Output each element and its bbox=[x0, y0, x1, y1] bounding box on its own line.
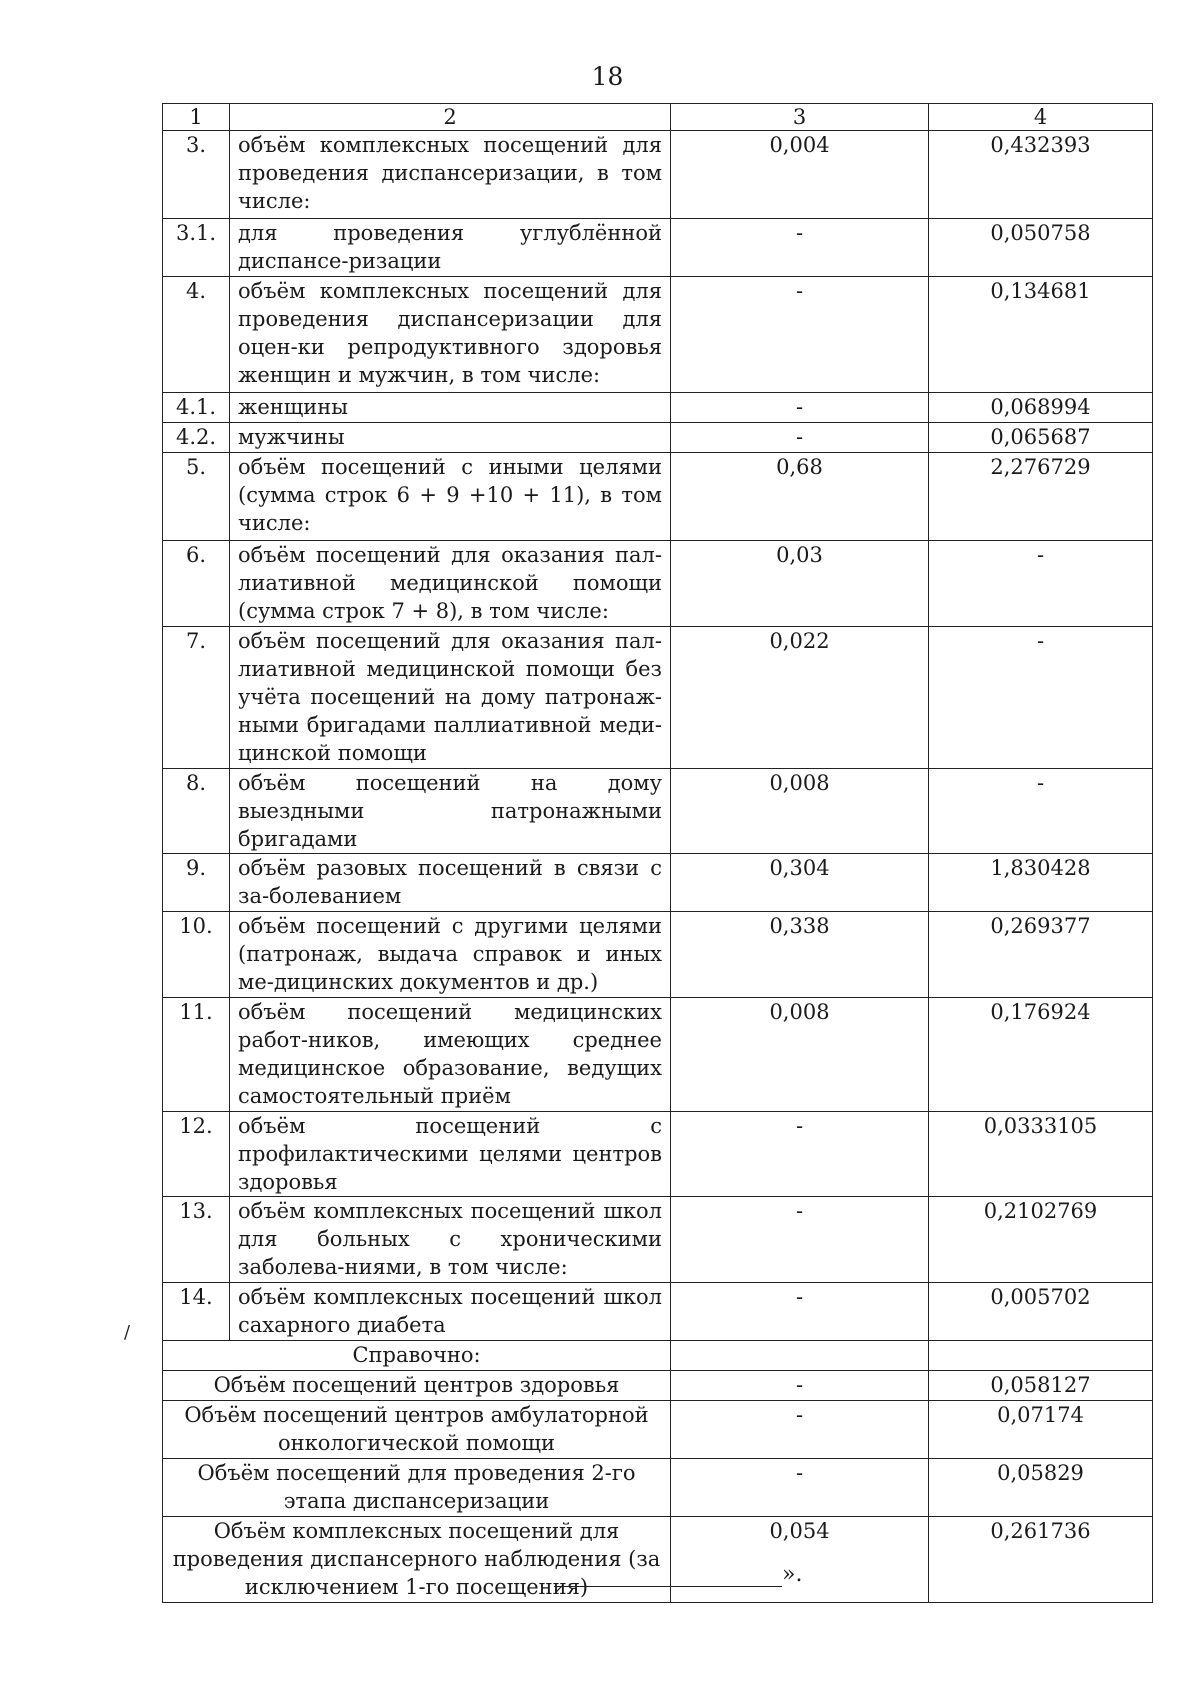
row-value-col3: 0,008 bbox=[671, 998, 929, 1112]
closing-quote: ». bbox=[782, 1562, 803, 1587]
row-value-col3: 0,304 bbox=[671, 854, 929, 912]
row-description: объём посещений для оказания пал-лиативной медицинской помощи (сумма строк 7 + 8), в том числе: bbox=[230, 541, 671, 627]
row-description: объём комплексных посещений для проведения диспансеризации для оцен-ки репродуктивного здоровья женщин и мужчин, в том числе: bbox=[230, 277, 671, 393]
row-number: 7. bbox=[163, 627, 230, 769]
row-number: 4.2. bbox=[163, 423, 230, 453]
row-number: 4.1. bbox=[163, 393, 230, 423]
row-description: объём посещений для оказания пал-лиативной медицинской помощи без учёта посещений на дому патронаж-ными бригадами паллиативной меди-цинской помощи bbox=[230, 627, 671, 769]
reference-row bbox=[163, 1371, 1153, 1401]
row-number: 5. bbox=[163, 453, 230, 541]
reference-value-col4: 0,05829 bbox=[929, 1459, 1153, 1517]
row-description: объём комплексных посещений школ для больных с хроническими заболева-ниями, в том числе: bbox=[230, 1197, 671, 1283]
row-description: объём комплексных посещений для проведения диспансеризации, в том числе: bbox=[230, 131, 671, 219]
reference-description: Объём комплексных посещений для проведения диспансерного наблюдения (за исключением 1-го посещения) bbox=[163, 1517, 671, 1603]
row-description: объём посещений на дому выездными патронажными бригадами bbox=[230, 769, 671, 854]
row-number: 6. bbox=[163, 541, 230, 627]
margin-mark: / bbox=[124, 1322, 131, 1343]
table-row bbox=[163, 627, 1153, 769]
reference-label-row bbox=[163, 1341, 1153, 1371]
reference-value-col4: 0,07174 bbox=[929, 1401, 1153, 1459]
row-number: 13. bbox=[163, 1197, 230, 1283]
reference-value-col3: - bbox=[671, 1459, 929, 1517]
table-row bbox=[163, 393, 1153, 423]
row-description: объём комплексных посещений школ сахарного диабета bbox=[230, 1283, 671, 1341]
table-row bbox=[163, 912, 1153, 998]
table-header-row bbox=[163, 104, 1153, 131]
row-value-col4: 0,432393 bbox=[929, 131, 1153, 219]
reference-value-col3: - bbox=[671, 1371, 929, 1401]
row-value-col4: 0,065687 bbox=[929, 423, 1153, 453]
row-number: 10. bbox=[163, 912, 230, 998]
table-row bbox=[163, 1112, 1153, 1197]
row-number: 9. bbox=[163, 854, 230, 912]
table-row bbox=[163, 131, 1153, 219]
row-description: объём посещений медицинских работ-ников, имеющих среднее медицинское образование, ведущих самостоятельный приём bbox=[230, 998, 671, 1112]
reference-description: Объём посещений для проведения 2-го этапа диспансеризации bbox=[163, 1459, 671, 1517]
reference-row bbox=[163, 1459, 1153, 1517]
row-value-col3: 0,338 bbox=[671, 912, 929, 998]
row-value-col3: - bbox=[671, 1197, 929, 1283]
row-description: мужчины bbox=[230, 423, 671, 453]
row-value-col4: 0,176924 bbox=[929, 998, 1153, 1112]
table-row bbox=[163, 1197, 1153, 1283]
row-value-col4: 0,0333105 bbox=[929, 1112, 1153, 1197]
table-row bbox=[163, 423, 1153, 453]
page-number: 18 bbox=[591, 62, 624, 91]
row-value-col4: 0,269377 bbox=[929, 912, 1153, 998]
row-value-col4: - bbox=[929, 541, 1153, 627]
reference-value-col3: - bbox=[671, 1401, 929, 1459]
row-value-col4: - bbox=[929, 769, 1153, 854]
row-value-col3: 0,68 bbox=[671, 453, 929, 541]
table-row bbox=[163, 541, 1153, 627]
header-cell-4: 4 bbox=[929, 104, 1153, 131]
reference-value-col3: 0,054 bbox=[671, 1517, 929, 1603]
table-row bbox=[163, 769, 1153, 854]
row-number: 11. bbox=[163, 998, 230, 1112]
row-number: 3. bbox=[163, 131, 230, 219]
row-value-col4: - bbox=[929, 627, 1153, 769]
row-description: объём разовых посещений в связи с за-болеванием bbox=[230, 854, 671, 912]
volume-table bbox=[162, 103, 1153, 1603]
table-row bbox=[163, 453, 1153, 541]
reference-description: Объём посещений центров здоровья bbox=[163, 1371, 671, 1401]
row-value-col4: 0,005702 bbox=[929, 1283, 1153, 1341]
row-description: объём посещений с профилактическими целями центров здоровья bbox=[230, 1112, 671, 1197]
header-cell-1: 1 bbox=[163, 104, 230, 131]
table-row bbox=[163, 219, 1153, 277]
table-row bbox=[163, 277, 1153, 393]
row-value-col4: 1,830428 bbox=[929, 854, 1153, 912]
row-value-col3: 0,03 bbox=[671, 541, 929, 627]
row-value-col4: 2,276729 bbox=[929, 453, 1153, 541]
row-value-col3: - bbox=[671, 393, 929, 423]
row-number: 8. bbox=[163, 769, 230, 854]
row-description: женщины bbox=[230, 393, 671, 423]
reference-value-col4: 0,058127 bbox=[929, 1371, 1153, 1401]
row-value-col3: 0,022 bbox=[671, 627, 929, 769]
row-value-col3: 0,004 bbox=[671, 131, 929, 219]
row-number: 3.1. bbox=[163, 219, 230, 277]
header-cell-2: 2 bbox=[230, 104, 671, 131]
row-value-col4: 0,134681 bbox=[929, 277, 1153, 393]
header-cell-3: 3 bbox=[671, 104, 929, 131]
row-description: объём посещений с иными целями (сумма строк 6 + 9 +10 + 11), в том числе: bbox=[230, 453, 671, 541]
row-description: объём посещений с другими целями (патронаж, выдача справок и иных ме-дицинских документов и др.) bbox=[230, 912, 671, 998]
closing-line bbox=[554, 1562, 802, 1587]
row-value-col3: - bbox=[671, 219, 929, 277]
table-row bbox=[163, 1283, 1153, 1341]
row-value-col3: 0,008 bbox=[671, 769, 929, 854]
empty-cell bbox=[671, 1341, 929, 1371]
row-value-col3: - bbox=[671, 1283, 929, 1341]
row-number: 4. bbox=[163, 277, 230, 393]
reference-value-col4: 0,261736 bbox=[929, 1517, 1153, 1603]
row-number: 12. bbox=[163, 1112, 230, 1197]
reference-row bbox=[163, 1517, 1153, 1603]
row-value-col3: - bbox=[671, 1112, 929, 1197]
row-value-col4: 0,050758 bbox=[929, 219, 1153, 277]
row-value-col4: 0,068994 bbox=[929, 393, 1153, 423]
table-row bbox=[163, 998, 1153, 1112]
reference-label: Справочно: bbox=[163, 1341, 671, 1371]
reference-row bbox=[163, 1401, 1153, 1459]
empty-cell bbox=[929, 1341, 1153, 1371]
table-row bbox=[163, 854, 1153, 912]
row-description: для проведения углублённой диспансе-ризации bbox=[230, 219, 671, 277]
reference-description: Объём посещений центров амбулаторной онкологической помощи bbox=[163, 1401, 671, 1459]
row-value-col3: - bbox=[671, 423, 929, 453]
row-number: 14. bbox=[163, 1283, 230, 1341]
row-value-col4: 0,2102769 bbox=[929, 1197, 1153, 1283]
row-value-col3: - bbox=[671, 277, 929, 393]
signature-underline bbox=[554, 1564, 782, 1587]
